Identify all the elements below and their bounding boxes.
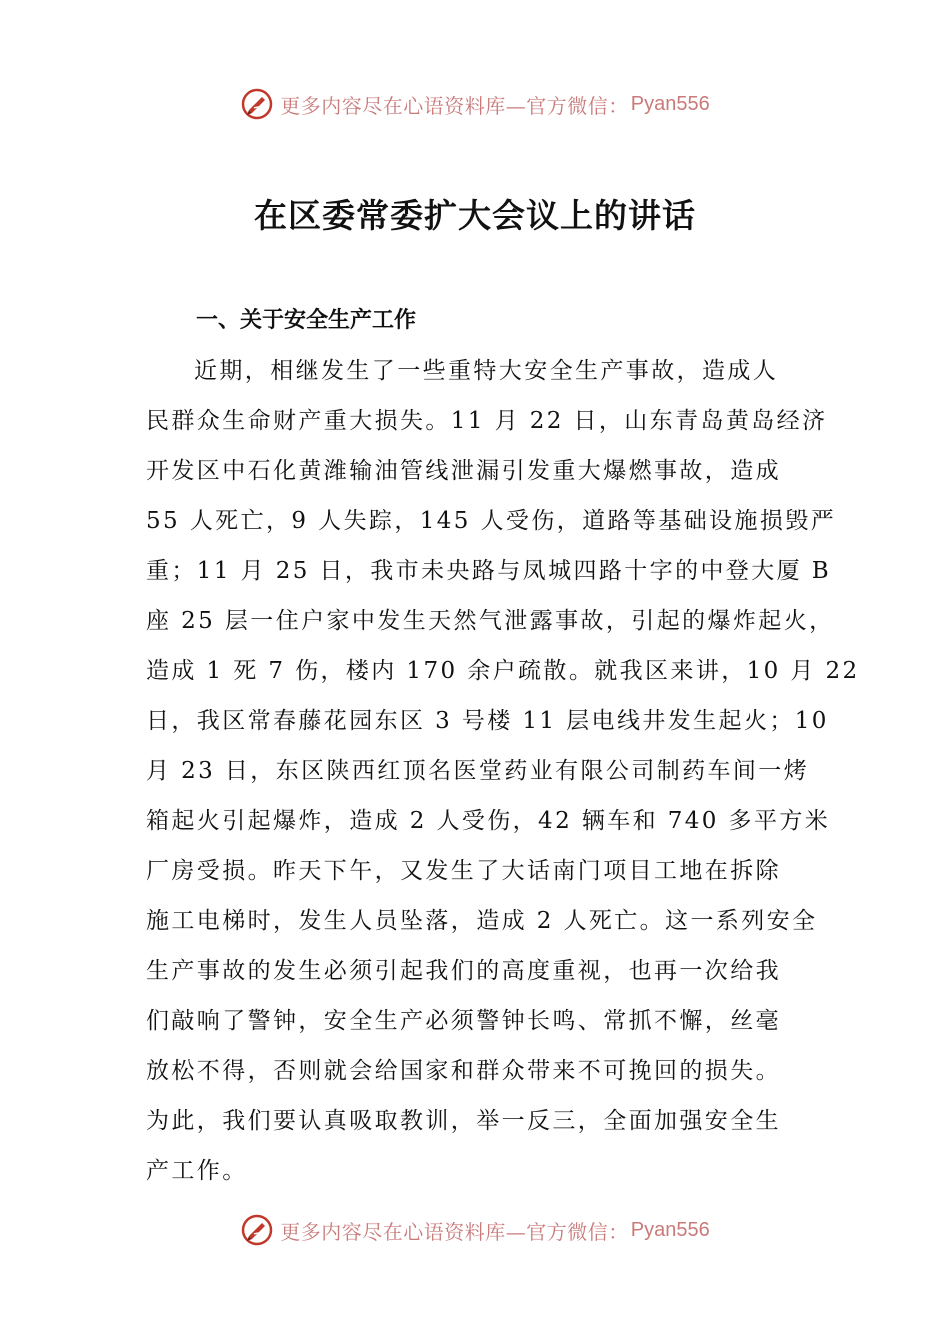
- watermark-wechat-id: Pyan556: [630, 92, 710, 115]
- paragraph-line: 造成 1 死 7 伤，楼内 170 余户疏散。就我区来讲，10 月 22: [146, 658, 860, 684]
- watermark-text: 更多内容尽在心语资料库—官方微信：: [280, 93, 629, 118]
- pen-logo-icon: [240, 87, 274, 121]
- paragraph-line: 生产事故的发生必须引起我们的高度重视，也再一次给我: [146, 958, 781, 984]
- watermark-wechat-id: Pyan556: [630, 1218, 710, 1241]
- paragraph-line: 施工电梯时，发生人员坠落，造成 2 人死亡。这一系列安全: [146, 908, 818, 934]
- document-title: 在区委常委扩大会议上的讲话: [254, 196, 696, 235]
- body-paragraph: [146, 346, 860, 1196]
- paragraph-line: 月 23 日，东区陕西红顶名医堂药业有限公司制药车间一烤: [146, 758, 810, 784]
- watermark-banner-bottom: [0, 1210, 950, 1250]
- paragraph-line: 箱起火引起爆炸，造成 2 人受伤，42 辆车和 740 多平方米: [146, 808, 831, 834]
- paragraph-line: 产工作。: [146, 1158, 248, 1184]
- paragraph-line: 55 人死亡，9 人失踪，145 人受伤，道路等基础设施损毁严: [146, 508, 837, 534]
- paragraph-line: 座 25 层一住户家中发生天然气泄露事故，引起的爆炸起火，: [146, 608, 835, 634]
- watermark-banner-top: [0, 84, 950, 124]
- paragraph-line: 近期，相继发生了一些重特大安全生产事故，造成人: [194, 358, 779, 384]
- paragraph-line: 重；11 月 25 日，我市未央路与凤城四路十字的中登大厦 B: [146, 558, 832, 584]
- paragraph-line: 开发区中石化黄潍输油管线泄漏引发重大爆燃事故，造成: [146, 458, 781, 484]
- pen-logo-icon: [240, 1213, 274, 1247]
- paragraph-line: 为此，我们要认真吸取教训，举一反三，全面加强安全生: [146, 1108, 781, 1134]
- paragraph-line: 厂房受损。昨天下午，又发生了大话南门项目工地在拆除: [146, 858, 781, 884]
- section-heading: 一、关于安全生产工作: [196, 308, 417, 333]
- paragraph-line: 民群众生命财产重大损失。11 月 22 日，山东青岛黄岛经济: [146, 408, 828, 434]
- watermark-text: 更多内容尽在心语资料库—官方微信：: [280, 1219, 629, 1244]
- paragraph-line: 们敲响了警钟，安全生产必须警钟长鸣、常抓不懈，丝毫: [146, 1008, 781, 1034]
- paragraph-line: 日，我区常春藤花园东区 3 号楼 11 层电线井发生起火；10: [146, 708, 829, 734]
- paragraph-line: 放松不得，否则就会给国家和群众带来不可挽回的损失。: [146, 1058, 781, 1084]
